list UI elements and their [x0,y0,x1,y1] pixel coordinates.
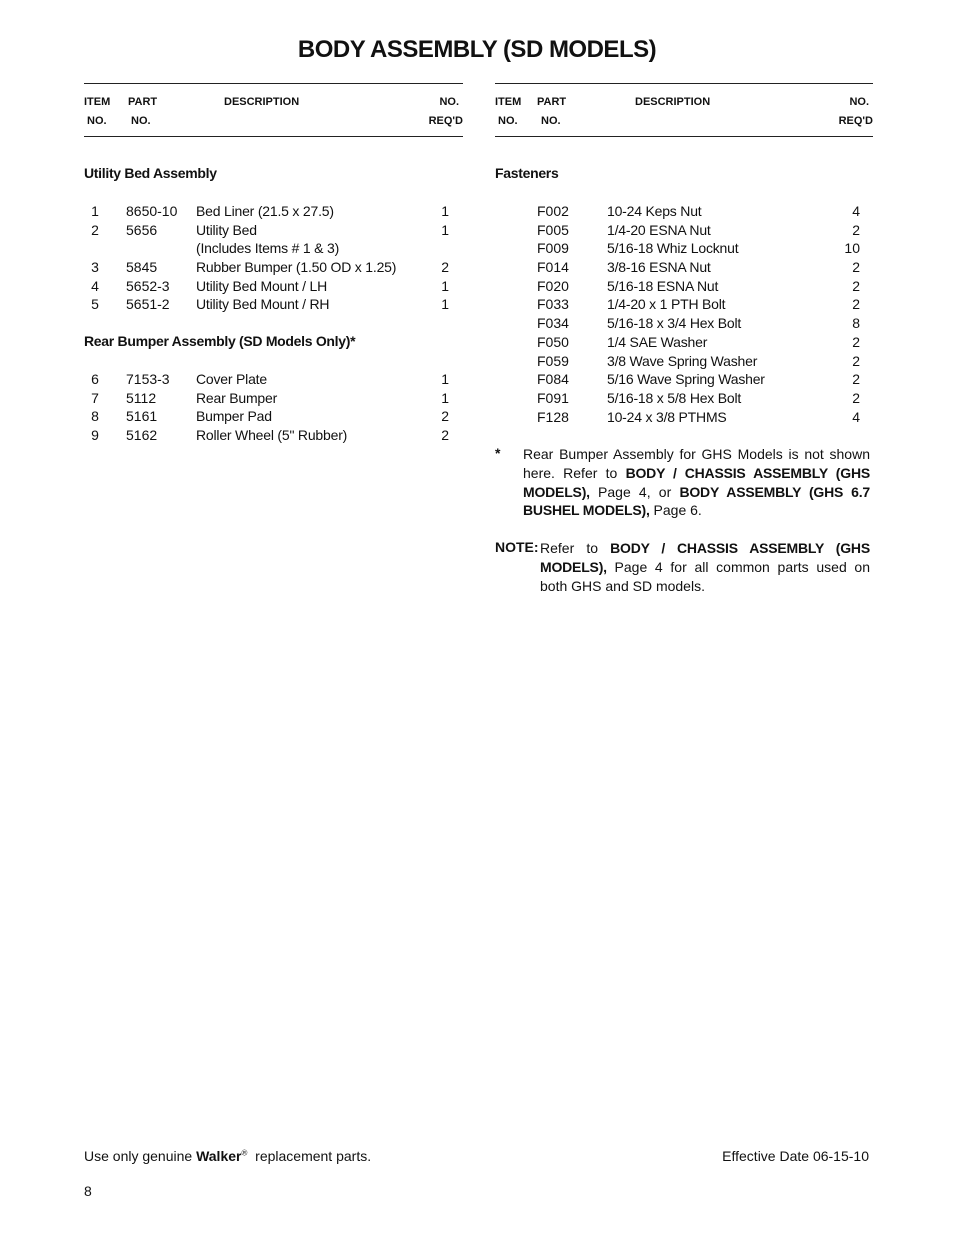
section-title-utility-bed: Utility Bed Assembly [84,165,217,181]
part-no: F020 [537,277,569,294]
qty-required: 1 [441,371,449,387]
part-no: 5651-2 [126,296,170,313]
qty-required: 1 [441,203,449,219]
table-row [495,389,873,408]
header-description: DESCRIPTION [635,96,711,108]
qty-required: 2 [852,333,860,350]
qty-required: 2 [852,259,860,276]
fastener-rows [495,202,873,426]
part-no: F034 [537,315,569,332]
table-row [495,239,873,258]
part-description: Bumper Pad [196,408,272,425]
qty-required: 1 [441,277,449,294]
table-row [495,258,873,277]
table-row [84,389,463,408]
right-parts-column [495,83,873,594]
part-description: Utility Bed Mount / LH [196,277,327,294]
table-row [495,352,873,371]
qty-required: 10 [844,240,860,257]
footer-genuine-parts: Use only genuine Walker® replacement parts. [84,1148,372,1164]
page-number: 8 [84,1183,92,1199]
qty-required: 4 [852,408,860,425]
part-no: 5652-3 [126,277,170,294]
part-description: Utility Bed [196,221,257,238]
left-table-header [84,83,463,137]
qty-required: 2 [852,296,860,313]
part-description: 5/16-18 ESNA Nut [607,277,719,294]
table-row [84,295,463,314]
right-table-header [495,83,873,137]
part-no: 5656 [126,221,158,238]
note-text: Refer to BODY / CHASSIS ASSEMBLY (GHS MODELS), Page 4 for all common parts used on both GHS and SD models. [540,540,870,594]
table-row [84,277,463,296]
section-title-fasteners: Fasteners [495,165,559,181]
table-row [84,239,463,258]
header-qty: NO. [849,96,869,108]
part-description: Rear Bumper [196,389,278,406]
table-row [84,221,463,240]
part-no: 5161 [126,408,158,425]
item-no: 5 [91,296,99,313]
page-title: BODY ASSEMBLY (SD MODELS) [297,36,657,63]
header-qty-reqd: REQ'D [838,115,873,127]
section-title-rear-bumper: Rear Bumper Assembly (SD Models Only)* [84,333,356,349]
part-description: Cover Plate [196,371,267,387]
footnote-text: Rear Bumper Assembly for GHS Models is not shown here. Refer to BODY / CHASSIS ASSEMBLY (GHS MODELS), Page 4, or BODY ASSEMBLY (GHS 6.7 BUSHEL MODELS), Page 6. [523,446,870,519]
item-no: 1 [91,203,99,219]
qty-required: 2 [441,259,449,276]
item-no: 4 [91,277,99,294]
table-row [84,258,463,277]
qty-required: 1 [441,389,449,406]
utility-bed-rows [84,202,463,314]
part-description: Bed Liner (21.5 x 27.5) [196,203,334,219]
part-description: 1/4 SAE Washer [607,333,708,350]
left-parts-column [84,83,463,444]
part-no: F033 [537,296,569,313]
part-description: 1/4-20 x 1 PTH Bolt [607,296,726,313]
part-no: 5845 [126,259,158,276]
header-qty-reqd: REQ'D [428,115,463,127]
rear-bumper-rows [84,370,463,445]
part-no: F002 [537,203,569,219]
footer-effective-date: Effective Date 06-15-10 [722,1148,869,1164]
part-description: 5/16-18 x 3/4 Hex Bolt [607,315,742,332]
qty-required: 8 [852,315,860,332]
header-part: PART [537,96,567,108]
qty-required: 2 [852,389,860,406]
item-no: 9 [91,427,99,444]
part-no: F091 [537,389,569,406]
part-no: F005 [537,221,569,238]
part-description: 5/16 Wave Spring Washer [607,371,765,388]
header-item-no: NO. [87,115,107,127]
header-item: ITEM [84,96,111,108]
item-no: 3 [91,259,99,276]
part-description: Rubber Bumper (1.50 OD x 1.25) [196,259,397,276]
qty-required: 2 [852,277,860,294]
part-description: 1/4-20 ESNA Nut [607,221,711,238]
qty-required: 2 [852,352,860,369]
header-qty: NO. [439,96,459,108]
qty-required: 1 [441,221,449,238]
table-row [84,407,463,426]
note-label: NOTE: [495,539,539,555]
qty-required: 2 [441,408,449,425]
table-row [495,202,873,221]
table-row [84,426,463,445]
table-row [84,202,463,221]
header-part: PART [128,96,158,108]
table-row [495,277,873,296]
part-description: 3/8-16 ESNA Nut [607,259,711,276]
item-no: 8 [91,408,99,425]
footnote-marker: * [495,445,501,461]
table-row [495,221,873,240]
part-description: 5/16-18 x 5/8 Hex Bolt [607,389,742,406]
header-item-no: NO. [498,115,518,127]
table-row [495,370,873,389]
part-no: 5162 [126,427,158,444]
qty-required: 1 [441,296,449,313]
part-no: 8650-10 [126,203,178,219]
part-description: (Includes Items # 1 & 3) [196,240,340,257]
part-description: Utility Bed Mount / RH [196,296,330,313]
part-description: Roller Wheel (5" Rubber) [196,427,348,444]
item-no: 7 [91,389,99,406]
header-part-no: NO. [131,115,151,127]
header-part-no: NO. [541,115,561,127]
item-no: 6 [91,371,99,387]
part-description: 5/16-18 Whiz Locknut [607,240,739,257]
qty-required: 2 [852,371,860,388]
part-no: F128 [537,408,569,425]
header-description: DESCRIPTION [224,96,300,108]
table-row [495,314,873,333]
table-row [495,295,873,314]
part-description: 10-24 Keps Nut [607,203,702,219]
qty-required: 2 [441,427,449,444]
qty-required: 2 [852,221,860,238]
qty-required: 4 [852,203,860,219]
item-no: 2 [91,221,99,238]
table-row [84,370,463,389]
part-no: F014 [537,259,569,276]
table-row [495,408,873,427]
part-description: 10-24 x 3/8 PTHMS [607,408,727,425]
header-item: ITEM [495,96,522,108]
part-no: 5112 [126,389,157,406]
part-no: 7153-3 [126,371,170,387]
part-description: 3/8 Wave Spring Washer [607,352,758,369]
part-no: F009 [537,240,569,257]
part-no: F084 [537,371,569,388]
table-row [495,333,873,352]
part-no: F059 [537,352,569,369]
part-no: F050 [537,333,569,350]
